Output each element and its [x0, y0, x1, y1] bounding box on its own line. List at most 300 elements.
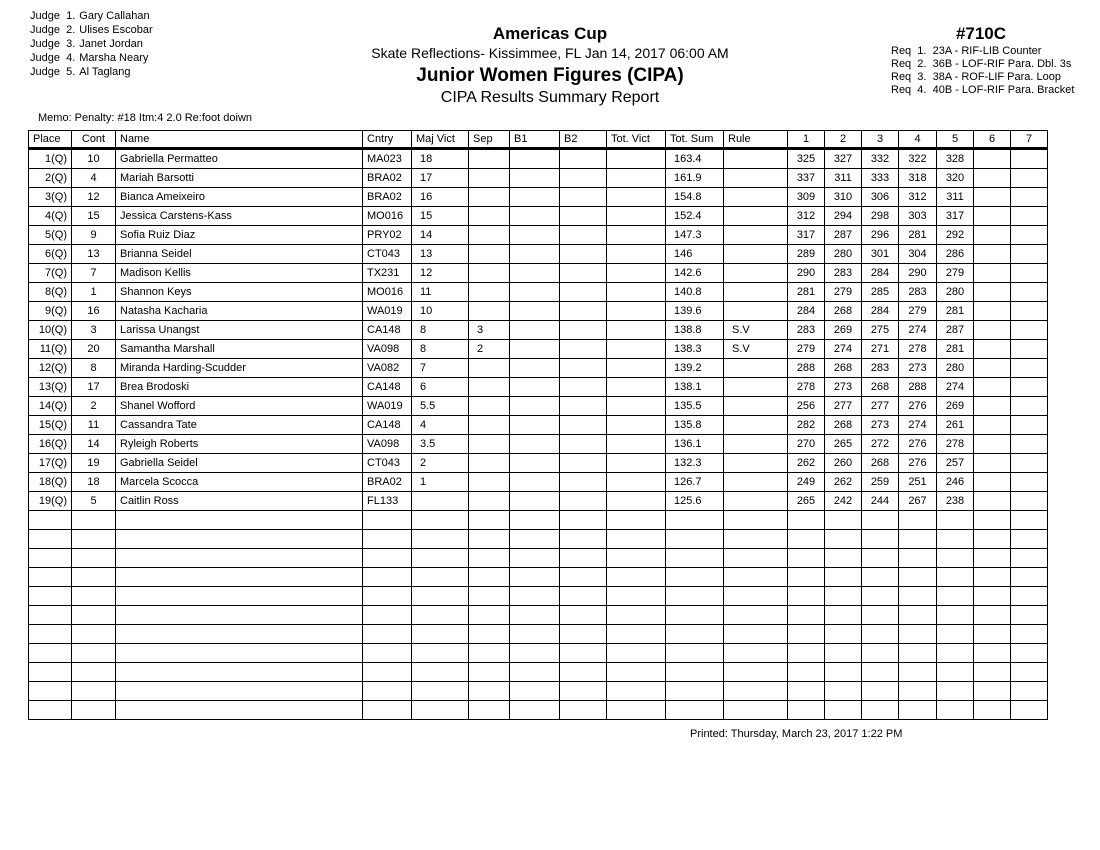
- table-cell: 332: [862, 149, 899, 169]
- table-cell: [607, 549, 666, 568]
- table-cell: 163.4: [666, 149, 724, 169]
- table-cell: [666, 663, 724, 682]
- empty-table-row: [29, 511, 1048, 530]
- column-header: 5: [937, 131, 974, 149]
- table-cell: 154.8: [666, 188, 724, 207]
- table-cell: [724, 302, 788, 321]
- table-cell: 15: [72, 207, 116, 226]
- table-cell: [825, 701, 862, 720]
- table-cell: [724, 682, 788, 701]
- table-cell: 17: [412, 169, 469, 188]
- table-cell: [974, 378, 1011, 397]
- table-cell: [469, 435, 510, 454]
- column-header: Sep: [469, 131, 510, 149]
- judge-name: Gary Callahan: [79, 10, 150, 22]
- table-cell: [825, 511, 862, 530]
- table-cell: [825, 644, 862, 663]
- table-cell: [116, 530, 363, 549]
- table-row: [29, 264, 1048, 283]
- table-cell: [724, 454, 788, 473]
- table-cell: 16: [412, 188, 469, 207]
- table-cell: [72, 625, 116, 644]
- judge-name: Marsha Neary: [79, 52, 149, 64]
- table-cell: [510, 701, 560, 720]
- table-cell: 139.2: [666, 359, 724, 378]
- table-cell: [607, 568, 666, 587]
- table-header-row: [29, 131, 1048, 149]
- empty-table-row: [29, 568, 1048, 587]
- table-cell: 146: [666, 245, 724, 264]
- table-cell: [412, 568, 469, 587]
- table-cell: [510, 416, 560, 435]
- table-cell: 285: [862, 283, 899, 302]
- table-cell: [862, 682, 899, 701]
- table-cell: 7(Q): [29, 264, 72, 283]
- column-header: 2: [825, 131, 862, 149]
- table-cell: [899, 549, 937, 568]
- table-cell: [469, 454, 510, 473]
- table-cell: 138.8: [666, 321, 724, 340]
- table-cell: 2: [72, 397, 116, 416]
- table-cell: 281: [937, 302, 974, 321]
- table-cell: [1011, 644, 1048, 663]
- table-cell: [788, 568, 825, 587]
- table-cell: [788, 625, 825, 644]
- table-cell: 262: [788, 454, 825, 473]
- table-cell: [666, 682, 724, 701]
- table-cell: [72, 701, 116, 720]
- table-cell: [666, 511, 724, 530]
- table-cell: [862, 530, 899, 549]
- table-cell: FL133: [363, 492, 412, 511]
- table-cell: 1: [412, 473, 469, 492]
- table-cell: [510, 302, 560, 321]
- table-cell: 246: [937, 473, 974, 492]
- table-cell: MO016: [363, 207, 412, 226]
- table-cell: [469, 625, 510, 644]
- table-cell: [560, 644, 607, 663]
- table-cell: [1011, 492, 1048, 511]
- table-cell: 289: [788, 245, 825, 264]
- table-cell: 135.5: [666, 397, 724, 416]
- table-cell: 317: [788, 226, 825, 245]
- table-cell: [412, 644, 469, 663]
- table-cell: 135.8: [666, 416, 724, 435]
- table-cell: [29, 701, 72, 720]
- table-cell: [724, 378, 788, 397]
- table-cell: [1011, 435, 1048, 454]
- table-cell: Caitlin Ross: [116, 492, 363, 511]
- table-cell: 281: [937, 340, 974, 359]
- column-header: 1: [788, 131, 825, 149]
- table-cell: [788, 511, 825, 530]
- table-cell: [666, 549, 724, 568]
- table-cell: [724, 625, 788, 644]
- table-cell: [510, 226, 560, 245]
- table-cell: [724, 644, 788, 663]
- table-cell: [937, 511, 974, 530]
- table-cell: [469, 416, 510, 435]
- table-cell: [899, 625, 937, 644]
- event-number: #710C: [955, 24, 1007, 43]
- table-cell: [1011, 188, 1048, 207]
- table-cell: 13: [72, 245, 116, 264]
- table-cell: [469, 264, 510, 283]
- table-cell: [974, 397, 1011, 416]
- table-cell: [116, 568, 363, 587]
- table-row: [29, 340, 1048, 359]
- table-cell: [116, 549, 363, 568]
- table-cell: S.V: [724, 340, 788, 359]
- column-header: Tot. Sum: [666, 131, 724, 149]
- table-cell: [29, 663, 72, 682]
- table-cell: [862, 606, 899, 625]
- table-cell: 17(Q): [29, 454, 72, 473]
- table-cell: 333: [862, 169, 899, 188]
- table-cell: [899, 511, 937, 530]
- table-cell: [724, 264, 788, 283]
- printed-timestamp: Printed: Thursday, March 23, 2017 1:22 PM: [690, 728, 903, 740]
- table-cell: [974, 188, 1011, 207]
- table-cell: [825, 663, 862, 682]
- table-cell: [1011, 416, 1048, 435]
- table-cell: [1011, 321, 1048, 340]
- table-cell: [560, 397, 607, 416]
- table-cell: [974, 302, 1011, 321]
- judge-label: Judge 5.: [30, 66, 76, 78]
- table-cell: [412, 530, 469, 549]
- table-cell: 257: [937, 454, 974, 473]
- table-cell: 259: [862, 473, 899, 492]
- table-cell: [412, 492, 469, 511]
- table-cell: [510, 359, 560, 378]
- table-cell: 147.3: [666, 226, 724, 245]
- table-cell: Bianca Ameixeiro: [116, 188, 363, 207]
- table-cell: [510, 435, 560, 454]
- table-cell: [363, 587, 412, 606]
- table-cell: [724, 226, 788, 245]
- table-cell: [724, 359, 788, 378]
- venue-date: Skate Reflections- Kissimmee, FL Jan 14, 2017 06:00 AM: [371, 45, 729, 61]
- table-cell: 19(Q): [29, 492, 72, 511]
- table-cell: S.V: [724, 321, 788, 340]
- table-cell: Ryleigh Roberts: [116, 435, 363, 454]
- empty-table-row: [29, 606, 1048, 625]
- table-cell: [607, 188, 666, 207]
- table-cell: [974, 606, 1011, 625]
- table-cell: [469, 663, 510, 682]
- table-cell: 311: [825, 169, 862, 188]
- table-cell: 274: [825, 340, 862, 359]
- table-cell: [469, 644, 510, 663]
- column-header: B1: [510, 131, 560, 149]
- table-cell: [116, 644, 363, 663]
- table-cell: [724, 397, 788, 416]
- table-cell: 298: [862, 207, 899, 226]
- table-cell: [72, 568, 116, 587]
- table-cell: [974, 530, 1011, 549]
- table-cell: 6(Q): [29, 245, 72, 264]
- table-cell: 10: [412, 302, 469, 321]
- table-cell: 12(Q): [29, 359, 72, 378]
- table-cell: 265: [825, 435, 862, 454]
- table-cell: 284: [862, 264, 899, 283]
- table-cell: 14: [412, 226, 469, 245]
- table-cell: 286: [937, 245, 974, 264]
- table-cell: 304: [899, 245, 937, 264]
- table-cell: [560, 283, 607, 302]
- table-cell: Samantha Marshall: [116, 340, 363, 359]
- table-cell: [510, 492, 560, 511]
- table-cell: [510, 454, 560, 473]
- table-cell: WA019: [363, 302, 412, 321]
- table-cell: 272: [862, 435, 899, 454]
- table-cell: [469, 378, 510, 397]
- report-header: [300, 23, 800, 108]
- table-cell: [412, 549, 469, 568]
- table-cell: 268: [825, 416, 862, 435]
- table-cell: [469, 530, 510, 549]
- table-cell: [560, 340, 607, 359]
- table-cell: Shanel Wofford: [116, 397, 363, 416]
- table-cell: [469, 701, 510, 720]
- table-cell: 256: [788, 397, 825, 416]
- table-cell: [560, 378, 607, 397]
- table-cell: [72, 663, 116, 682]
- table-cell: [607, 682, 666, 701]
- empty-table-row: [29, 625, 1048, 644]
- table-cell: [607, 149, 666, 169]
- table-cell: 309: [788, 188, 825, 207]
- table-cell: [1011, 454, 1048, 473]
- table-cell: [724, 149, 788, 169]
- table-cell: [788, 663, 825, 682]
- table-cell: 273: [862, 416, 899, 435]
- table-cell: 1: [72, 283, 116, 302]
- table-cell: 1(Q): [29, 149, 72, 169]
- table-cell: 10(Q): [29, 321, 72, 340]
- table-cell: [937, 549, 974, 568]
- table-cell: [560, 701, 607, 720]
- table-cell: [412, 625, 469, 644]
- table-cell: 283: [825, 264, 862, 283]
- table-cell: [560, 416, 607, 435]
- table-row: [29, 397, 1048, 416]
- table-cell: WA019: [363, 397, 412, 416]
- table-cell: 152.4: [666, 207, 724, 226]
- table-cell: [974, 340, 1011, 359]
- table-cell: MA023: [363, 149, 412, 169]
- table-cell: [1011, 378, 1048, 397]
- table-cell: [560, 321, 607, 340]
- table-cell: [607, 416, 666, 435]
- column-header: Cntry: [363, 131, 412, 149]
- table-cell: [116, 511, 363, 530]
- table-cell: [510, 264, 560, 283]
- table-cell: MO016: [363, 283, 412, 302]
- table-cell: [724, 207, 788, 226]
- table-cell: [510, 397, 560, 416]
- table-cell: [607, 701, 666, 720]
- table-cell: [560, 226, 607, 245]
- table-cell: [724, 169, 788, 188]
- table-cell: [862, 511, 899, 530]
- table-cell: CT043: [363, 245, 412, 264]
- table-cell: [937, 568, 974, 587]
- table-cell: [607, 340, 666, 359]
- table-cell: [560, 264, 607, 283]
- table-cell: 3(Q): [29, 188, 72, 207]
- column-header: B2: [560, 131, 607, 149]
- table-cell: [724, 568, 788, 587]
- table-cell: [607, 606, 666, 625]
- table-cell: 279: [937, 264, 974, 283]
- table-cell: 274: [899, 321, 937, 340]
- table-cell: [363, 682, 412, 701]
- table-cell: Gabriella Seidel: [116, 454, 363, 473]
- table-cell: 288: [788, 359, 825, 378]
- table-cell: Brea Brodoski: [116, 378, 363, 397]
- table-cell: [72, 511, 116, 530]
- table-cell: [862, 663, 899, 682]
- table-cell: [560, 188, 607, 207]
- table-cell: 310: [825, 188, 862, 207]
- requirement-item: Req 2. 36B - LOF-RIF Para. Dbl. 3s: [891, 58, 1072, 70]
- table-cell: [974, 435, 1011, 454]
- empty-table-row: [29, 549, 1048, 568]
- judge-line: [30, 37, 153, 51]
- table-cell: 268: [862, 454, 899, 473]
- table-cell: [560, 663, 607, 682]
- table-cell: 274: [937, 378, 974, 397]
- table-cell: [1011, 359, 1048, 378]
- table-cell: 10: [72, 149, 116, 169]
- table-cell: [1011, 587, 1048, 606]
- table-cell: [666, 587, 724, 606]
- table-cell: 5(Q): [29, 226, 72, 245]
- table-cell: [560, 359, 607, 378]
- table-cell: 260: [825, 454, 862, 473]
- table-cell: [1011, 682, 1048, 701]
- table-cell: [1011, 264, 1048, 283]
- table-row: [29, 207, 1048, 226]
- table-cell: [1011, 226, 1048, 245]
- table-cell: [1011, 207, 1048, 226]
- table-cell: [412, 606, 469, 625]
- table-cell: [1011, 701, 1048, 720]
- table-cell: Miranda Harding-Scudder: [116, 359, 363, 378]
- table-cell: 262: [825, 473, 862, 492]
- table-cell: 275: [862, 321, 899, 340]
- table-row: [29, 283, 1048, 302]
- table-cell: [666, 606, 724, 625]
- table-cell: [724, 492, 788, 511]
- table-cell: [899, 568, 937, 587]
- table-cell: 274: [899, 416, 937, 435]
- table-cell: [825, 587, 862, 606]
- table-cell: [363, 644, 412, 663]
- table-cell: [974, 359, 1011, 378]
- table-cell: 290: [899, 264, 937, 283]
- table-cell: [1011, 397, 1048, 416]
- table-cell: [607, 321, 666, 340]
- table-cell: 11: [72, 416, 116, 435]
- table-cell: [510, 245, 560, 264]
- table-cell: [607, 644, 666, 663]
- table-cell: [899, 663, 937, 682]
- table-cell: [116, 587, 363, 606]
- table-cell: [1011, 340, 1048, 359]
- table-cell: [862, 701, 899, 720]
- judge-name: Ulises Escobar: [79, 24, 153, 36]
- table-cell: 242: [825, 492, 862, 511]
- table-cell: CT043: [363, 454, 412, 473]
- table-cell: 288: [899, 378, 937, 397]
- table-cell: [363, 568, 412, 587]
- table-cell: [1011, 169, 1048, 188]
- table-cell: [1011, 245, 1048, 264]
- table-cell: Natasha Kacharia: [116, 302, 363, 321]
- table-cell: 317: [937, 207, 974, 226]
- table-cell: [862, 644, 899, 663]
- table-cell: [560, 530, 607, 549]
- table-cell: [862, 625, 899, 644]
- table-cell: [1011, 149, 1048, 169]
- table-cell: [116, 663, 363, 682]
- table-cell: 138.3: [666, 340, 724, 359]
- table-cell: [974, 245, 1011, 264]
- table-cell: Larissa Unangst: [116, 321, 363, 340]
- table-cell: [899, 530, 937, 549]
- table-cell: [560, 435, 607, 454]
- table-cell: Sofia Ruiz Diaz: [116, 226, 363, 245]
- table-cell: [1011, 625, 1048, 644]
- table-cell: 280: [937, 283, 974, 302]
- table-cell: [510, 606, 560, 625]
- table-cell: [412, 587, 469, 606]
- table-cell: 18(Q): [29, 473, 72, 492]
- table-cell: 267: [899, 492, 937, 511]
- table-cell: [510, 207, 560, 226]
- table-cell: [510, 549, 560, 568]
- table-cell: 8: [412, 321, 469, 340]
- table-cell: 320: [937, 169, 974, 188]
- table-cell: [607, 511, 666, 530]
- table-cell: 277: [825, 397, 862, 416]
- table-cell: 328: [937, 149, 974, 169]
- judge-line: [30, 51, 153, 65]
- table-cell: 11: [412, 283, 469, 302]
- table-cell: [607, 302, 666, 321]
- table-cell: 273: [899, 359, 937, 378]
- table-cell: 269: [937, 397, 974, 416]
- table-cell: [666, 530, 724, 549]
- table-cell: 8: [412, 340, 469, 359]
- table-cell: [363, 701, 412, 720]
- table-cell: [560, 568, 607, 587]
- table-cell: [510, 587, 560, 606]
- memo: Memo: Penalty: #18 Itm:4 2.0 Re:foot doiwn: [38, 112, 253, 124]
- table-cell: [510, 644, 560, 663]
- table-cell: 140.8: [666, 283, 724, 302]
- table-cell: 12: [72, 188, 116, 207]
- table-cell: 4: [412, 416, 469, 435]
- table-cell: [724, 511, 788, 530]
- table-cell: 138.1: [666, 378, 724, 397]
- table-cell: [724, 473, 788, 492]
- table-cell: 12: [412, 264, 469, 283]
- table-cell: [788, 587, 825, 606]
